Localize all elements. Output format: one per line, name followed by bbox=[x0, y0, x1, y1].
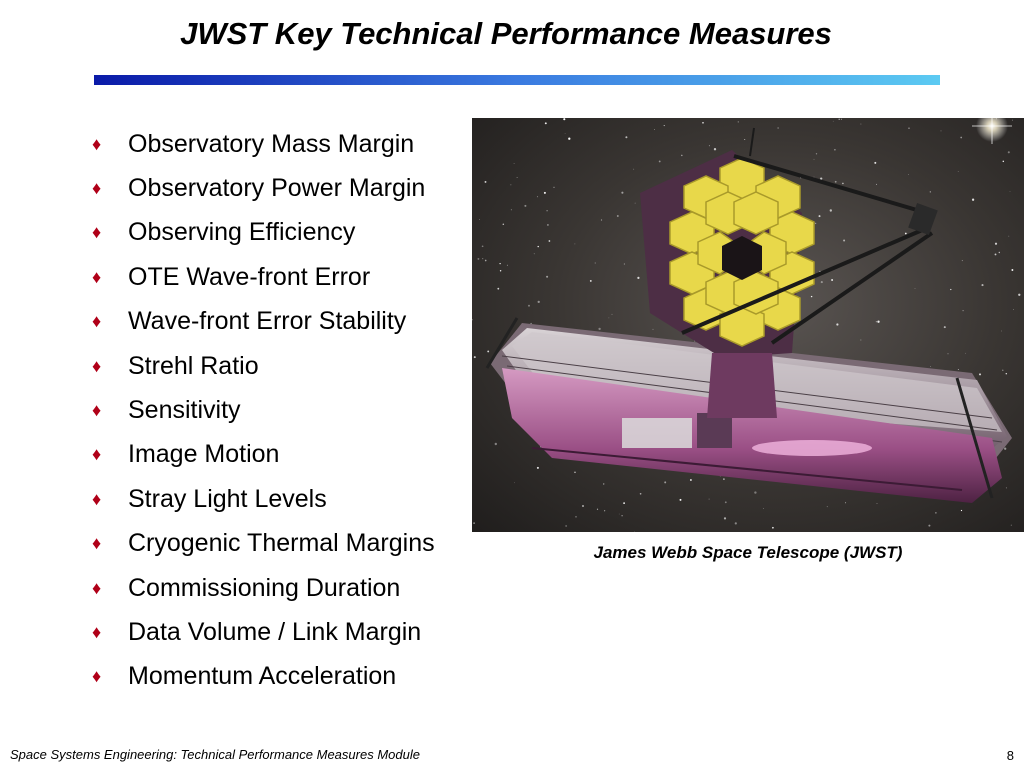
background-star bbox=[836, 323, 838, 325]
background-star bbox=[565, 525, 566, 526]
background-star bbox=[546, 276, 548, 278]
background-star bbox=[935, 512, 936, 513]
diamond-bullet-icon: ♦ bbox=[92, 666, 102, 687]
background-star bbox=[821, 281, 823, 283]
bullet-item bbox=[90, 522, 435, 566]
background-star bbox=[597, 509, 598, 510]
background-star bbox=[845, 502, 846, 503]
background-star bbox=[511, 209, 512, 210]
image-caption: James Webb Space Telescope (JWST) bbox=[593, 543, 903, 562]
background-star bbox=[1003, 161, 1004, 162]
background-star bbox=[908, 127, 909, 128]
background-star bbox=[609, 318, 610, 319]
background-star bbox=[841, 119, 842, 120]
background-star bbox=[681, 155, 683, 157]
diamond-bullet-icon: ♦ bbox=[92, 400, 102, 421]
background-star bbox=[965, 353, 966, 354]
background-star bbox=[778, 127, 779, 128]
background-star bbox=[928, 525, 930, 527]
diamond-bullet-icon: ♦ bbox=[92, 266, 102, 287]
background-star bbox=[601, 219, 602, 220]
background-star bbox=[680, 499, 682, 501]
background-star bbox=[833, 121, 834, 122]
background-star bbox=[590, 280, 592, 282]
background-star bbox=[941, 131, 942, 132]
background-star bbox=[664, 125, 665, 126]
background-star bbox=[709, 145, 710, 146]
background-star bbox=[754, 491, 756, 493]
background-star bbox=[815, 223, 816, 224]
background-star bbox=[473, 522, 475, 524]
background-star bbox=[507, 265, 508, 266]
bullet-text: Observatory Mass Margin bbox=[128, 129, 415, 158]
background-star bbox=[514, 163, 515, 164]
background-star bbox=[499, 263, 500, 264]
background-star bbox=[653, 329, 654, 330]
background-star bbox=[819, 215, 821, 217]
background-star bbox=[621, 192, 623, 194]
background-star bbox=[553, 187, 554, 188]
background-star bbox=[930, 191, 931, 192]
jwst-telescope-image bbox=[472, 118, 1024, 532]
bullet-text: Data Volume / Link Margin bbox=[128, 617, 422, 646]
background-star bbox=[725, 501, 727, 503]
background-star bbox=[514, 482, 515, 483]
background-star bbox=[563, 118, 565, 120]
background-star bbox=[568, 138, 570, 140]
background-star bbox=[633, 169, 634, 170]
background-star bbox=[874, 162, 876, 164]
background-star bbox=[534, 253, 535, 254]
background-star bbox=[814, 159, 815, 160]
background-star bbox=[962, 310, 963, 311]
background-star bbox=[654, 129, 655, 130]
diamond-bullet-icon: ♦ bbox=[92, 621, 102, 642]
background-star bbox=[876, 184, 877, 185]
background-star bbox=[950, 289, 951, 290]
background-star bbox=[538, 301, 540, 303]
diamond-bullet-icon: ♦ bbox=[92, 488, 102, 509]
background-star bbox=[537, 467, 539, 469]
diamond-bullet-icon: ♦ bbox=[92, 178, 102, 199]
bullet-item bbox=[90, 388, 435, 432]
diamond-bullet-icon: ♦ bbox=[92, 311, 102, 332]
background-star bbox=[724, 517, 726, 519]
bullet-text: Momentum Acceleration bbox=[128, 662, 397, 691]
background-star bbox=[830, 209, 832, 211]
bullet-text: OTE Wave-front Error bbox=[128, 262, 371, 291]
background-star bbox=[547, 224, 549, 226]
background-star bbox=[961, 510, 962, 511]
background-star bbox=[664, 481, 666, 483]
background-star bbox=[876, 321, 877, 322]
background-star bbox=[635, 203, 636, 204]
bullet-item bbox=[90, 344, 435, 388]
background-star bbox=[709, 499, 710, 500]
background-star bbox=[545, 122, 547, 124]
background-star bbox=[1006, 487, 1007, 488]
background-star bbox=[482, 245, 484, 247]
background-star bbox=[1018, 294, 1020, 296]
page-number: 8 bbox=[1006, 748, 1014, 763]
background-star bbox=[503, 224, 505, 226]
background-star bbox=[860, 124, 861, 125]
background-star bbox=[960, 137, 962, 139]
background-star bbox=[544, 192, 546, 194]
background-star bbox=[546, 210, 547, 211]
background-star bbox=[735, 522, 737, 524]
background-star bbox=[625, 136, 627, 138]
background-star bbox=[690, 479, 692, 481]
background-star bbox=[1011, 269, 1013, 271]
tpm-bullet-list bbox=[90, 122, 435, 699]
background-star bbox=[816, 153, 817, 154]
background-star bbox=[723, 478, 725, 480]
bullet-text: Observing Efficiency bbox=[128, 218, 356, 247]
background-star bbox=[930, 366, 931, 367]
background-star bbox=[582, 505, 584, 507]
bullet-item bbox=[90, 300, 435, 344]
background-star bbox=[831, 279, 833, 281]
background-star bbox=[834, 149, 836, 151]
background-star bbox=[702, 122, 704, 124]
background-star bbox=[714, 148, 716, 150]
background-star bbox=[772, 527, 774, 529]
background-star bbox=[1001, 331, 1002, 332]
background-star bbox=[1002, 370, 1003, 371]
background-star bbox=[1013, 309, 1014, 310]
background-star bbox=[538, 246, 539, 247]
bullet-item bbox=[90, 566, 435, 610]
bullet-item bbox=[90, 255, 435, 299]
background-star bbox=[477, 258, 479, 260]
background-star bbox=[958, 369, 959, 370]
slide-title: JWST Key Technical Performance Measures bbox=[180, 16, 832, 51]
background-star bbox=[659, 160, 661, 162]
background-star bbox=[549, 240, 551, 242]
title-underline-bar bbox=[94, 75, 940, 85]
background-star bbox=[861, 340, 862, 341]
bullet-text: Commissioning Duration bbox=[128, 573, 401, 602]
background-star bbox=[915, 288, 916, 289]
background-star bbox=[838, 119, 839, 120]
bullet-item bbox=[90, 477, 435, 521]
background-star bbox=[1006, 373, 1007, 374]
background-star bbox=[598, 328, 600, 330]
background-star bbox=[972, 199, 974, 201]
background-star bbox=[944, 326, 946, 328]
bullet-item bbox=[90, 655, 435, 699]
background-star bbox=[479, 219, 480, 220]
background-star bbox=[981, 284, 983, 286]
bullet-item bbox=[90, 166, 435, 210]
background-star bbox=[497, 288, 499, 290]
background-star bbox=[595, 263, 596, 264]
bullet-text: Cryogenic Thermal Margins bbox=[128, 529, 435, 558]
background-star bbox=[877, 321, 879, 323]
background-star bbox=[474, 356, 476, 358]
background-star bbox=[575, 244, 576, 245]
diamond-bullet-icon: ♦ bbox=[92, 222, 102, 243]
background-star bbox=[1012, 120, 1013, 121]
bullet-item bbox=[90, 610, 435, 654]
background-star bbox=[537, 196, 538, 197]
background-star bbox=[738, 121, 739, 122]
background-star bbox=[827, 506, 828, 507]
diamond-bullet-icon: ♦ bbox=[92, 444, 102, 465]
background-star bbox=[524, 205, 526, 207]
bullet-text: Sensitivity bbox=[128, 396, 241, 425]
background-star bbox=[995, 243, 997, 245]
background-star bbox=[979, 373, 981, 375]
background-star bbox=[637, 277, 639, 279]
background-star bbox=[814, 177, 815, 178]
background-star bbox=[947, 353, 948, 354]
diamond-bullet-icon: ♦ bbox=[92, 133, 102, 154]
background-star bbox=[763, 508, 764, 509]
background-star bbox=[619, 514, 620, 515]
background-star bbox=[495, 443, 497, 445]
diamond-bullet-icon: ♦ bbox=[92, 355, 102, 376]
background-star bbox=[624, 263, 625, 264]
background-star bbox=[820, 177, 822, 179]
background-star bbox=[482, 258, 483, 259]
bullet-text: Image Motion bbox=[128, 440, 280, 469]
background-star bbox=[843, 239, 845, 241]
background-star bbox=[1008, 151, 1010, 153]
background-star bbox=[842, 183, 844, 185]
background-star bbox=[1008, 236, 1009, 237]
background-star bbox=[621, 515, 622, 516]
background-star bbox=[612, 314, 613, 315]
diamond-bullet-icon: ♦ bbox=[92, 577, 102, 598]
background-star bbox=[511, 185, 512, 186]
bullet-text: Strehl Ratio bbox=[128, 351, 259, 380]
background-star bbox=[565, 133, 566, 134]
background-star bbox=[487, 350, 489, 352]
bullet-item bbox=[90, 433, 435, 477]
background-star bbox=[835, 181, 837, 183]
background-star bbox=[517, 177, 518, 178]
bullet-text: Stray Light Levels bbox=[128, 484, 327, 513]
background-star bbox=[744, 139, 745, 140]
background-star bbox=[908, 174, 909, 175]
background-star bbox=[623, 502, 625, 504]
background-star bbox=[1010, 191, 1011, 192]
background-star bbox=[528, 305, 530, 307]
background-star bbox=[603, 483, 604, 484]
bullet-text: Observatory Power Margin bbox=[128, 174, 426, 203]
bullet-item bbox=[90, 122, 435, 166]
background-star bbox=[962, 260, 963, 261]
background-star bbox=[617, 215, 619, 217]
bullet-item bbox=[90, 211, 435, 255]
bullet-text: Wave-front Error Stability bbox=[128, 307, 407, 336]
background-star bbox=[604, 510, 605, 511]
background-star bbox=[905, 233, 907, 235]
background-star bbox=[811, 296, 812, 297]
background-star bbox=[1004, 448, 1006, 450]
background-star bbox=[958, 171, 959, 172]
background-star bbox=[500, 270, 501, 271]
background-star bbox=[485, 181, 487, 183]
diamond-bullet-icon: ♦ bbox=[92, 533, 102, 554]
background-star bbox=[999, 252, 1000, 253]
background-star bbox=[575, 516, 576, 517]
background-star bbox=[1011, 525, 1012, 526]
background-star bbox=[995, 253, 997, 255]
footer-text: Space Systems Engineering: Technical Performance Measures Module bbox=[10, 747, 420, 762]
background-star bbox=[640, 493, 642, 495]
background-star bbox=[877, 503, 878, 504]
background-star bbox=[634, 531, 635, 532]
background-star bbox=[485, 260, 487, 262]
jwst-illustration bbox=[472, 118, 1024, 532]
background-star bbox=[574, 472, 576, 474]
